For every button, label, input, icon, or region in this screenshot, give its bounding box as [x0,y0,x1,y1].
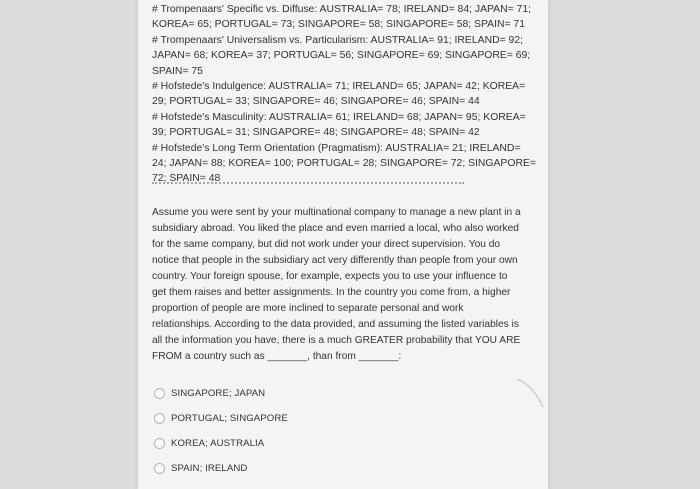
answer-option-2[interactable] [154,406,534,431]
question-line: subsidiary abroad. You liked the place and even married a local, who also worked [152,223,519,234]
answer-option-label: SPAIN; IRELAND [171,463,248,474]
dotted-divider [152,182,464,184]
data-line: 72; SPAIN= 48 [152,173,221,185]
answer-option-label: KOREA; AUSTRALIA [171,438,265,449]
data-line: 29; PORTUGAL= 33; SINGAPORE= 46; SINGAPORE= 46; SPAIN= 44 [152,96,480,108]
radio-button[interactable] [154,413,165,424]
question-line: relationships. According to the data provided, and assuming the listed variables is [152,319,519,330]
question-line: notice that people in the subsidiary act very differently than people from your own [152,255,518,266]
data-line: # Hofstede's Long Term Orientation (Pragmatism): AUSTRALIA= 21; IRELAND= [152,142,521,154]
data-line: 39; PORTUGAL= 31; SINGAPORE= 48; SINGAPORE= 48; SPAIN= 42 [152,127,480,139]
question-line: get them raises and better assignments. In the country you come from, a higher [152,287,511,298]
answer-option-label: SINGAPORE; JAPAN [171,388,266,399]
question-line: country. Your foreign spouse, for example, expects you to use your influence to [152,271,508,282]
radio-button[interactable] [154,463,165,474]
cultural-data-block [152,2,544,187]
radio-button[interactable] [154,388,165,399]
data-line: # Trompenaars' Specific vs. Diffuse: AUSTRALIA= 78; IRELAND= 84; JAPAN= 71; [152,4,532,15]
data-line: # Hofstede's Indulgence: AUSTRALIA= 71; IRELAND= 65; JAPAN= 42; KOREA= [152,81,526,93]
answer-option-label: PORTUGAL; SINGAPORE [171,413,288,424]
decorative-curve [515,375,555,415]
data-line: 24; JAPAN= 88; KOREA= 100; PORTUGAL= 28; SINGAPORE= 72; SINGAPORE= [152,158,536,170]
data-line: JAPAN= 68; KOREA= 37; PORTUGAL= 56; SINGAPORE= 69; SINGAPORE= 69; [152,50,531,62]
question-page [138,0,548,489]
answer-option-1[interactable] [154,381,534,406]
data-line: # Hofstede's Masculinity: AUSTRALIA= 61; IRELAND= 68; JAPAN= 95; KOREA= [152,111,526,123]
data-line: SPAIN= 75 [152,65,203,77]
question-text [152,205,536,365]
answer-option-4[interactable] [154,456,534,481]
answer-options [154,381,534,481]
radio-button[interactable] [154,438,165,449]
question-line: for the same company, but did not work under your direct supervision. You do [152,239,501,250]
question-line: Assume you were sent by your multinational company to manage a new plant in a [152,207,521,218]
data-line: KOREA= 65; PORTUGAL= 73; SINGAPORE= 58; SINGAPORE= 58; SPAIN= 71 [152,19,525,31]
answer-option-3[interactable] [154,431,534,456]
data-line: # Trompenaars' Universalism vs. Particularism: AUSTRALIA= 91; IRELAND= 92; [152,34,523,46]
question-line: FROM a country such as _______, than from _______: [152,351,402,362]
question-line: all the information you have, there is a much GREATER probability that YOU ARE [152,335,521,346]
question-line: proportion of people are more inclined to separate personal and work [152,303,464,314]
